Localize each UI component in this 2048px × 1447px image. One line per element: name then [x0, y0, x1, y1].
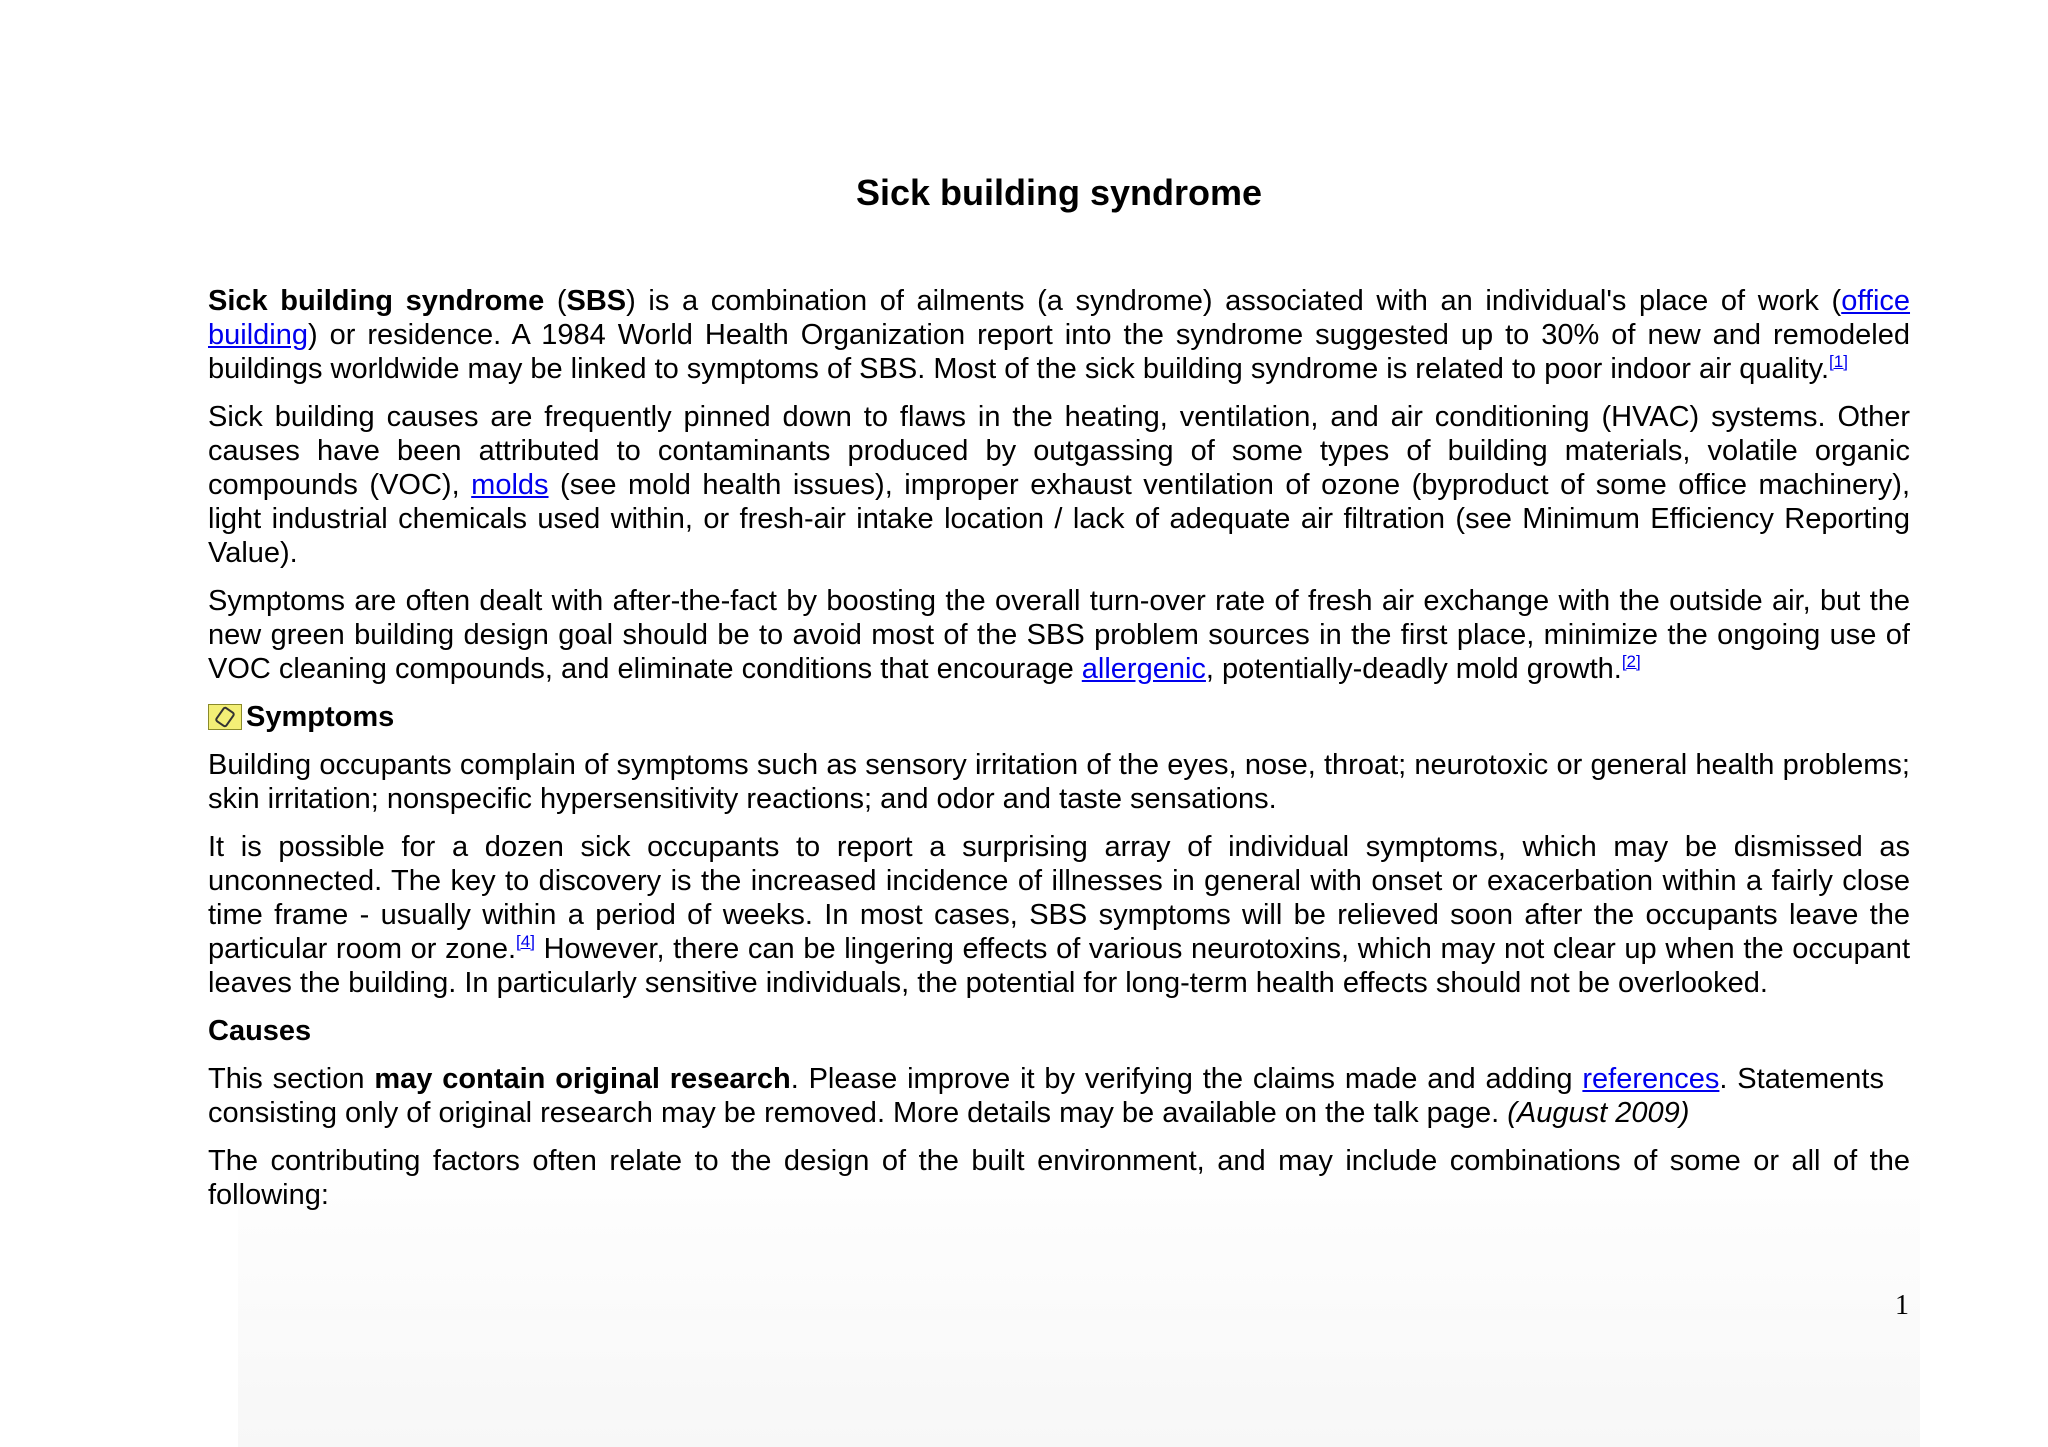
intro-text-1: ) is a combination of ailments (a syndrome) associated with an individual's place of work ( [626, 285, 1842, 317]
para2-text-2: (see mold health issues), improper exhaust ventilation of ozone (byproduct of some office machinery), light industrial chemicals used within, or fresh-air intake location / lack of adequate air filtration (see Minimum Efficiency Reporting Value). [208, 469, 1911, 569]
para3-text-2: , potentially-deadly mold growth. [1205, 653, 1622, 685]
ref-2-link[interactable]: [2] [1621, 652, 1641, 671]
intro-paragraph: Sick building syndrome (SBS) is a combination of ailments (a syndrome) associated with an individual's place of work (office building) or residence. A 1984 World Health Organization report into the syndrome suggested up to 30% of new and remodeled buildings worldwide may be linked to symptoms of SBS. Most of the sick building syndrome is related to poor indoor air quality.[1] [208, 285, 1911, 385]
office-building-link[interactable]: office building [208, 285, 1911, 351]
causes-intro-paragraph [208, 400, 1910, 570]
para3-text-1: Symptoms are often dealt with after-the-fact by boosting the overall turn-over rate of fresh air exchange with the outside air, but the new green building design goal should be to avoid most of the SBS problem sources in the first place, minimize the ongoing use of VOC cleaning compounds, and eliminate conditions that encourage [208, 585, 1910, 685]
notice-bold: may contain original research [374, 1063, 791, 1095]
notice-date: (August 2009) [1507, 1097, 1690, 1129]
allergenic-link[interactable]: allergenic [1081, 653, 1206, 685]
causes-heading: Causes [208, 1015, 312, 1047]
term-bold: Sick building syndrome [208, 285, 545, 317]
symptoms-heading-label: Symptoms [246, 701, 395, 733]
page-title: Sick building syndrome [855, 172, 1263, 213]
molds-link[interactable]: molds [471, 469, 549, 501]
symptoms-paragraph-2 [208, 830, 1910, 1000]
remediation-paragraph [208, 584, 1910, 686]
symptoms-heading [208, 700, 1910, 734]
edit-section-icon[interactable] [208, 704, 242, 730]
notice-text-2: . Please improve it by verifying the claims made and adding [790, 1063, 1583, 1095]
causes-paragraph-1: The contributing factors often relate to the design of the built environment, and may include combinations of some or all of the following: [208, 1145, 1910, 1211]
intro-text-2: ) or residence. A 1984 World Health Organization report into the syndrome suggested up to 30% of new and remodeled buildings worldwide may be linked to symptoms of SBS. Most of the sick building syndrome is related to poor indoor air quality. [208, 319, 1910, 385]
notice-text-1: This section [208, 1063, 375, 1095]
abbr-bold: SBS [566, 285, 627, 317]
page-number: 1 [1895, 1290, 1909, 1321]
ref-1-link[interactable]: [1] [1829, 352, 1848, 371]
symptoms-paragraph-1: Building occupants complain of symptoms such as sensory irritation of the eyes, nose, throat; neurotoxic or general health problems; skin irritation; nonspecific hypersensitivity reactions; and odor and taste sensations. [208, 749, 1910, 815]
notice-text-3: . Statements consisting only of original research may be removed. More details may be available on the talk page. [208, 1063, 1884, 1129]
symptoms-text-1: It is possible for a dozen sick occupants to report a surprising array of individual symptoms, which may be dismissed as unconnected. The key to discovery is the increased incidence of illnesses in general with onset or exacerbation within a fairly close time frame - usually within a period of weeks. In most cases, SBS symptoms will be relieved soon after the occupants leave the particular room or zone. [208, 831, 1910, 965]
symptoms-text-2: However, there can be lingering effects of various neurotoxins, which may not clear up when the occupant leaves the building. In particularly sensitive individuals, the potential for long-term health effects should not be overlooked. [208, 933, 1910, 999]
ref-4-link[interactable]: [4] [516, 932, 535, 951]
article-body [208, 284, 1910, 1226]
references-link[interactable]: references [1582, 1063, 1720, 1095]
original-research-notice [208, 1062, 1884, 1130]
para2-text-1: Sick building causes are frequently pinned down to flaws in the heating, ventilation, and air conditioning (HVAC) systems. Other causes have been attributed to contaminants produced by outgassing of some types of building materials, volatile organic compounds (VOC), [208, 401, 1910, 501]
